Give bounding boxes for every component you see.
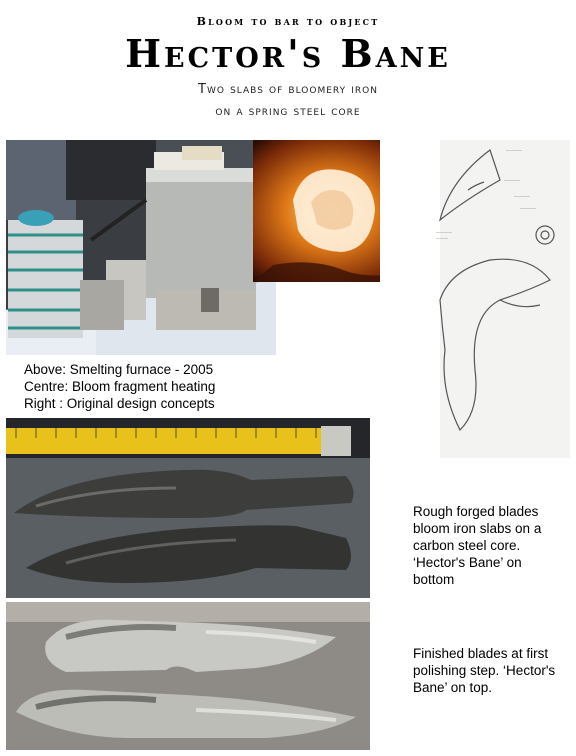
subtitle-line-1: Two slabs of bloomery iron bbox=[198, 82, 378, 97]
furnace-photo bbox=[6, 140, 276, 355]
header-kicker: Bloom to bar to object bbox=[196, 15, 380, 28]
caption-design: Right : Original design concepts bbox=[24, 396, 215, 411]
subtitle-line-2: on a spring steel core bbox=[215, 104, 361, 119]
svg-text:————: ———— bbox=[520, 206, 536, 211]
design-sketch bbox=[380, 140, 570, 458]
caption-finished-blades: Finished blades at first polishing step. ‘Hector's Bane’ on top. bbox=[413, 646, 556, 695]
rough-blades-photo bbox=[6, 418, 370, 598]
finished-blades-photo bbox=[6, 602, 370, 750]
svg-text:————: ———— bbox=[504, 178, 520, 183]
svg-text:————: ———— bbox=[506, 148, 522, 153]
page-title: Hector's Bane bbox=[125, 31, 451, 76]
svg-text:———: ——— bbox=[436, 236, 448, 241]
svg-text:————: ———— bbox=[514, 194, 530, 199]
caption-bloom: Centre: Bloom fragment heating bbox=[24, 379, 216, 394]
caption-rough-blades: Rough forged blades bloom iron slabs on a carbon steel core. ‘Hector's Bane’ on bottom bbox=[413, 504, 542, 587]
svg-text:————: ———— bbox=[436, 230, 452, 235]
caption-furnace: Above: Smelting furnace - 2005 bbox=[24, 362, 214, 377]
